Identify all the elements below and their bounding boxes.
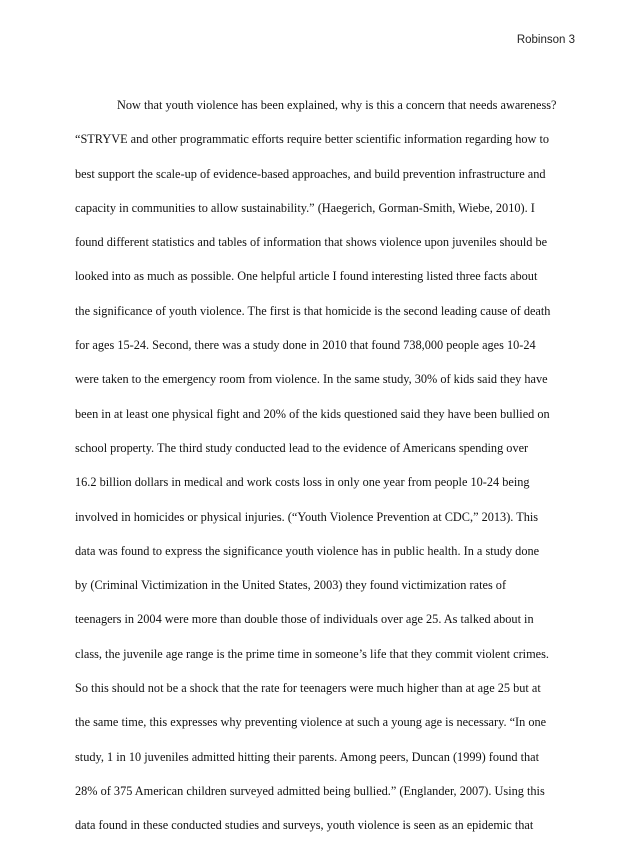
paragraph-line: 16.2 billion dollars in medical and work costs loss in only one year from people 10-24 being (75, 475, 530, 490)
paragraph-line: capacity in communities to allow sustainability.” (Haegerich, Gorman-Smith, Wiebe, 2010). I (75, 200, 535, 215)
paragraph-line: the significance of youth violence. The first is that homicide is the second leading cause of death (75, 303, 551, 318)
paragraph-line: involved in homicides or physical injuries. (“Youth Violence Prevention at CDC,” 2013). This (75, 509, 539, 524)
body-paragraph (75, 95, 575, 850)
paragraph-line: study, 1 in 10 juveniles admitted hitting their parents. Among peers, Duncan (1999) found that (75, 749, 540, 764)
paragraph-line: the same time, this expresses why preventing violence at such a young age is necessary. “In one (75, 715, 547, 730)
paragraph-line: “STRYVE and other programmatic efforts require better scientific information regarding how to (75, 132, 550, 147)
paragraph-line: been in at least one physical fight and 20% of the kids questioned said they have been bullied on (75, 406, 550, 421)
paragraph-line: found different statistics and tables of information that shows violence upon juveniles should be (75, 235, 548, 250)
running-head: Robinson 3 (516, 34, 575, 46)
paragraph-line: So this should not be a shock that the rate for teenagers were much higher than at age 25 but at (75, 681, 541, 696)
paragraph-line: by (Criminal Victimization in the United States, 2003) they found victimization rates of (75, 578, 507, 593)
paragraph-line: looked into as much as possible. One helpful article I found interesting listed three facts about (75, 269, 538, 284)
paragraph-line: class, the juvenile age range is the prime time in someone’s life that they commit violent crimes. (75, 646, 549, 661)
paragraph-line: school property. The third study conducted lead to the evidence of Americans spending over (75, 440, 529, 455)
paragraph-line: data found in these conducted studies and surveys, youth violence is seen as an epidemic that (75, 818, 534, 833)
paragraph-line: Now that youth violence has been explained, why is this a concern that needs awareness? (117, 98, 557, 112)
paragraph-line: 28% of 375 American children surveyed admitted being bullied.” (Englander, 2007). Using this (75, 783, 545, 798)
paragraph-line: data was found to express the significance youth violence has in public health. In a study done (75, 543, 540, 558)
paragraph-line: best support the scale-up of evidence-based approaches, and build prevention infrastructure and (75, 166, 546, 181)
paragraph-line: teenagers in 2004 were more than double those of individuals over age 25. As talked about in (75, 612, 534, 627)
paragraph-line: were taken to the emergency room from violence. In the same study, 30% of kids said they have (75, 372, 548, 387)
paragraph-line: for ages 15-24. Second, there was a study done in 2010 that found 738,000 people ages 10-24 (75, 338, 536, 353)
